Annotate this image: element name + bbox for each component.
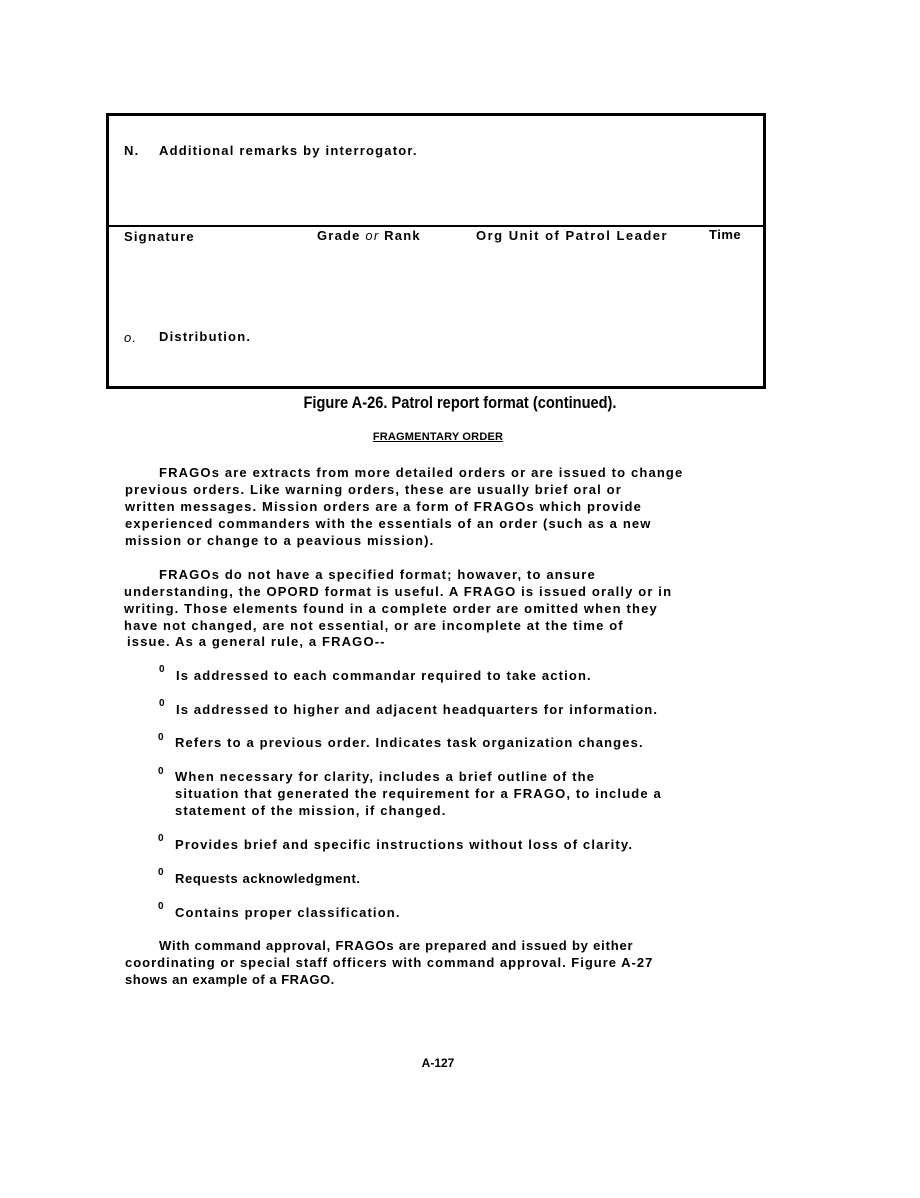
bullet-marker: 0 [159,698,165,709]
time-label: Time [709,227,742,242]
remarks-letter: N. [124,143,140,158]
bullet-marker: 0 [158,867,164,878]
bullet-text: When necessary for clarity, includes a brief outline of the [175,769,596,784]
paragraph-line: have not changed, are not essential, or are incomplete at the time of [124,618,624,633]
grade-label-b: Rank [379,228,421,243]
bullet-text: Is addressed to each commandar required to take action. [176,668,592,683]
bullet-text: Provides brief and specific instructions without loss of clarity. [175,837,634,852]
paragraph-line: FRAGOs do not have a specified format; howaver, to ansure [159,567,596,582]
bullet-text: situation that generated the requirement for a FRAGO, to include a [175,786,662,801]
paragraph-line: mission or change to a peavious mission). [125,533,435,548]
bullet-marker: 0 [158,901,164,912]
grade-label-a: Grade [317,228,366,243]
bullet-text: Requests acknowledgment. [175,871,361,886]
distribution-label: Distribution. [159,329,252,344]
remarks-label: Additional remarks by interrogator. [159,143,418,158]
bullet-text: Is addressed to higher and adjacent headquarters for information. [176,702,659,717]
bullet-marker: 0 [158,766,164,777]
bullet-marker: 0 [158,833,164,844]
figure-caption: Figure A-26. Patrol report format (continued). [303,393,617,412]
bullet-marker: 0 [158,732,164,743]
bullet-text: Refers to a previous order. Indicates task organization changes. [175,735,644,750]
org-unit-label: Org Unit of Patrol Leader [476,228,669,243]
grade-rank-label [317,228,421,243]
distribution-letter: o. [124,330,138,345]
grade-label-or: or [365,228,380,243]
paragraph-line: experienced commanders with the essentials of an order (such as a new [125,516,652,531]
bullet-marker: 0 [159,664,165,675]
paragraph-line: coordinating or special staff officers with command approval. Figure A-27 [125,955,654,970]
paragraph-line: understanding, the OPORD format is useful. A FRAGO is issued orally or in [124,584,673,599]
paragraph-line: FRAGOs are extracts from more detailed orders or are issued to change [159,465,684,480]
paragraph-line: writing. Those elements found in a complete order are omitted when they [124,601,658,616]
form-divider [109,225,763,227]
paragraph-line: With command approval, FRAGOs are prepared and issued by either [159,938,634,953]
page-number: A-127 [421,1056,455,1070]
paragraph-line: issue. As a general rule, a FRAGO-- [127,634,386,649]
bullet-text: Contains proper classification. [175,905,401,920]
bullet-text: statement of the mission, if changed. [175,803,447,818]
paragraph-line: previous orders. Like warning orders, these are usually brief oral or [125,482,622,497]
signature-label: Signature [124,229,195,244]
paragraph-line: written messages. Mission orders are a form of FRAGOs which provide [125,499,642,514]
section-heading: FRAGMENTARY ORDER [372,431,504,443]
paragraph-line: shows an example of a FRAGO. [125,972,335,987]
